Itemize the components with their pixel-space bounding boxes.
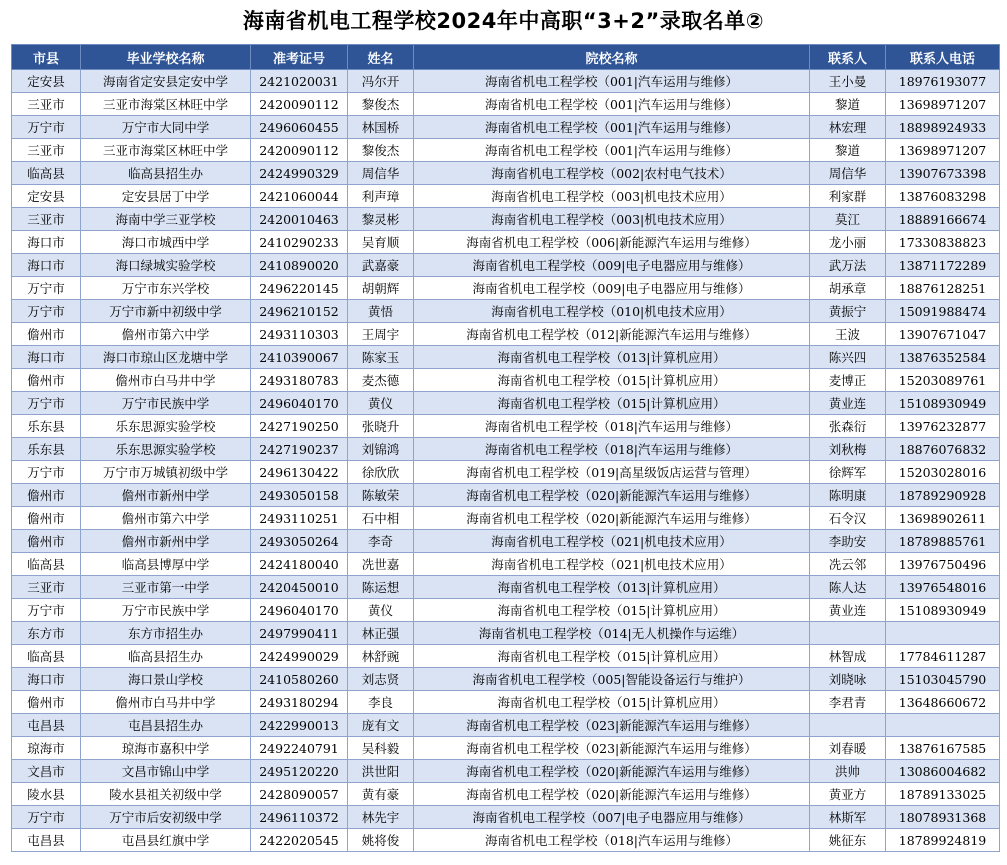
contact-cell: 胡承章 bbox=[810, 277, 886, 300]
city-cell: 儋州市 bbox=[12, 530, 81, 553]
student-name-cell: 石中相 bbox=[348, 507, 414, 530]
contact-cell: 黄业连 bbox=[810, 599, 886, 622]
phone-cell: 13871172289 bbox=[886, 254, 1000, 277]
school-cell: 海口绿城实验学校 bbox=[81, 254, 251, 277]
table-row bbox=[12, 760, 1000, 783]
contact-cell: 莫江 bbox=[810, 208, 886, 231]
school-cell: 三亚市海棠区林旺中学 bbox=[81, 139, 251, 162]
student-name-cell: 黎灵彬 bbox=[348, 208, 414, 231]
student-name-cell: 黄悟 bbox=[348, 300, 414, 323]
institution-cell: 海南省机电工程学校（018|汽车运用与维修） bbox=[414, 829, 810, 852]
contact-cell: 黎道 bbox=[810, 139, 886, 162]
table-header-row bbox=[12, 45, 1000, 70]
table-row bbox=[12, 415, 1000, 438]
table-row bbox=[12, 576, 1000, 599]
contact-cell: 徐辉军 bbox=[810, 461, 886, 484]
phone-cell: 15108930949 bbox=[886, 392, 1000, 415]
exam-number-cell: 2496040170 bbox=[251, 392, 348, 415]
column-header-city: 市县 bbox=[12, 45, 81, 70]
city-cell: 临高县 bbox=[12, 645, 81, 668]
student-name-cell: 刘志贤 bbox=[348, 668, 414, 691]
institution-cell: 海南省机电工程学校（014|无人机操作与运维） bbox=[414, 622, 810, 645]
school-cell: 临高县招生办 bbox=[81, 645, 251, 668]
phone-cell bbox=[886, 622, 1000, 645]
contact-cell: 张森衍 bbox=[810, 415, 886, 438]
student-name-cell: 黄仪 bbox=[348, 392, 414, 415]
city-cell: 琼海市 bbox=[12, 737, 81, 760]
institution-cell: 海南省机电工程学校（020|新能源汽车运用与维修） bbox=[414, 760, 810, 783]
contact-cell: 黎道 bbox=[810, 93, 886, 116]
school-cell: 海口市琼山区龙塘中学 bbox=[81, 346, 251, 369]
institution-cell: 海南省机电工程学校（010|机电技术应用） bbox=[414, 300, 810, 323]
city-cell: 三亚市 bbox=[12, 576, 81, 599]
exam-number-cell: 2496110372 bbox=[251, 806, 348, 829]
table-row bbox=[12, 668, 1000, 691]
phone-cell bbox=[886, 714, 1000, 737]
table-row bbox=[12, 116, 1000, 139]
student-name-cell: 洪世阳 bbox=[348, 760, 414, 783]
city-cell: 海口市 bbox=[12, 254, 81, 277]
school-cell: 屯昌县招生办 bbox=[81, 714, 251, 737]
table-body bbox=[12, 70, 1000, 852]
phone-cell: 13907673398 bbox=[886, 162, 1000, 185]
phone-cell: 13698971207 bbox=[886, 93, 1000, 116]
phone-cell: 15108930949 bbox=[886, 599, 1000, 622]
school-cell: 儋州市第六中学 bbox=[81, 323, 251, 346]
exam-number-cell: 2493180783 bbox=[251, 369, 348, 392]
contact-cell: 武万法 bbox=[810, 254, 886, 277]
school-cell: 临高县博厚中学 bbox=[81, 553, 251, 576]
student-name-cell: 庞有文 bbox=[348, 714, 414, 737]
student-name-cell: 黄有豪 bbox=[348, 783, 414, 806]
table-row bbox=[12, 438, 1000, 461]
school-cell: 万宁市后安初级中学 bbox=[81, 806, 251, 829]
student-name-cell: 冯尔开 bbox=[348, 70, 414, 93]
contact-cell: 石令汉 bbox=[810, 507, 886, 530]
institution-cell: 海南省机电工程学校（001|汽车运用与维修） bbox=[414, 93, 810, 116]
contact-cell: 王波 bbox=[810, 323, 886, 346]
student-name-cell: 林先宇 bbox=[348, 806, 414, 829]
exam-number-cell: 2420090112 bbox=[251, 93, 348, 116]
contact-cell: 陈明康 bbox=[810, 484, 886, 507]
school-cell: 三亚市第一中学 bbox=[81, 576, 251, 599]
exam-number-cell: 2493050158 bbox=[251, 484, 348, 507]
institution-cell: 海南省机电工程学校（003|机电技术应用） bbox=[414, 185, 810, 208]
contact-cell: 刘秋梅 bbox=[810, 438, 886, 461]
institution-cell: 海南省机电工程学校（002|农村电气技术） bbox=[414, 162, 810, 185]
city-cell: 万宁市 bbox=[12, 116, 81, 139]
city-cell: 屯昌县 bbox=[12, 829, 81, 852]
exam-number-cell: 2496130422 bbox=[251, 461, 348, 484]
city-cell: 儋州市 bbox=[12, 323, 81, 346]
student-name-cell: 胡朝辉 bbox=[348, 277, 414, 300]
contact-cell: 麦博正 bbox=[810, 369, 886, 392]
exam-number-cell: 2420090112 bbox=[251, 139, 348, 162]
table-row bbox=[12, 553, 1000, 576]
exam-number-cell: 2410390067 bbox=[251, 346, 348, 369]
institution-cell: 海南省机电工程学校（023|新能源汽车运用与维修） bbox=[414, 737, 810, 760]
contact-cell: 冼云邻 bbox=[810, 553, 886, 576]
exam-number-cell: 2495120220 bbox=[251, 760, 348, 783]
institution-cell: 海南省机电工程学校（023|新能源汽车运用与维修） bbox=[414, 714, 810, 737]
exam-number-cell: 2422020545 bbox=[251, 829, 348, 852]
school-cell: 乐东思源实验学校 bbox=[81, 415, 251, 438]
contact-cell: 黄振宁 bbox=[810, 300, 886, 323]
institution-cell: 海南省机电工程学校（003|机电技术应用） bbox=[414, 208, 810, 231]
exam-number-cell: 2496220145 bbox=[251, 277, 348, 300]
exam-number-cell: 2410580260 bbox=[251, 668, 348, 691]
school-cell: 儋州市白马井中学 bbox=[81, 691, 251, 714]
table-row bbox=[12, 530, 1000, 553]
table-row bbox=[12, 231, 1000, 254]
city-cell: 儋州市 bbox=[12, 484, 81, 507]
phone-cell: 18898924933 bbox=[886, 116, 1000, 139]
table-row bbox=[12, 645, 1000, 668]
table-row bbox=[12, 599, 1000, 622]
phone-cell: 17330838823 bbox=[886, 231, 1000, 254]
institution-cell: 海南省机电工程学校（001|汽车运用与维修） bbox=[414, 116, 810, 139]
table-row bbox=[12, 737, 1000, 760]
exam-number-cell: 2493110303 bbox=[251, 323, 348, 346]
contact-cell: 黄亚方 bbox=[810, 783, 886, 806]
table-row bbox=[12, 622, 1000, 645]
institution-cell: 海南省机电工程学校（015|计算机应用） bbox=[414, 369, 810, 392]
phone-cell: 18789133025 bbox=[886, 783, 1000, 806]
contact-cell: 李君青 bbox=[810, 691, 886, 714]
school-cell: 海口市城西中学 bbox=[81, 231, 251, 254]
phone-cell: 13976232877 bbox=[886, 415, 1000, 438]
city-cell: 陵水县 bbox=[12, 783, 81, 806]
phone-cell: 18876076832 bbox=[886, 438, 1000, 461]
contact-cell: 利家群 bbox=[810, 185, 886, 208]
column-header-school: 毕业学校名称 bbox=[81, 45, 251, 70]
table-row bbox=[12, 300, 1000, 323]
school-cell: 万宁市民族中学 bbox=[81, 599, 251, 622]
table-row bbox=[12, 714, 1000, 737]
table-row bbox=[12, 507, 1000, 530]
institution-cell: 海南省机电工程学校（021|机电技术应用） bbox=[414, 530, 810, 553]
student-name-cell: 吴科毅 bbox=[348, 737, 414, 760]
phone-cell: 18789924819 bbox=[886, 829, 1000, 852]
school-cell: 三亚市海棠区林旺中学 bbox=[81, 93, 251, 116]
admission-table bbox=[11, 44, 1000, 852]
exam-number-cell: 2422990013 bbox=[251, 714, 348, 737]
city-cell: 三亚市 bbox=[12, 208, 81, 231]
table-row bbox=[12, 392, 1000, 415]
exam-number-cell: 2410290233 bbox=[251, 231, 348, 254]
exam-number-cell: 2493050264 bbox=[251, 530, 348, 553]
table-row bbox=[12, 323, 1000, 346]
school-cell: 琼海市嘉积中学 bbox=[81, 737, 251, 760]
table-row bbox=[12, 484, 1000, 507]
column-header-phone: 联系人电话 bbox=[886, 45, 1000, 70]
school-cell: 屯昌县红旗中学 bbox=[81, 829, 251, 852]
column-header-name: 姓名 bbox=[348, 45, 414, 70]
city-cell: 万宁市 bbox=[12, 277, 81, 300]
phone-cell: 17784611287 bbox=[886, 645, 1000, 668]
city-cell: 定安县 bbox=[12, 185, 81, 208]
school-cell: 儋州市新州中学 bbox=[81, 484, 251, 507]
contact-cell bbox=[810, 714, 886, 737]
school-cell: 万宁市大同中学 bbox=[81, 116, 251, 139]
institution-cell: 海南省机电工程学校（013|计算机应用） bbox=[414, 346, 810, 369]
city-cell: 海口市 bbox=[12, 668, 81, 691]
school-cell: 儋州市白马井中学 bbox=[81, 369, 251, 392]
city-cell: 定安县 bbox=[12, 70, 81, 93]
phone-cell: 15203028016 bbox=[886, 461, 1000, 484]
institution-cell: 海南省机电工程学校（020|新能源汽车运用与维修） bbox=[414, 783, 810, 806]
school-cell: 海口景山学校 bbox=[81, 668, 251, 691]
school-cell: 乐东思源实验学校 bbox=[81, 438, 251, 461]
student-name-cell: 张晓升 bbox=[348, 415, 414, 438]
city-cell: 临高县 bbox=[12, 553, 81, 576]
exam-number-cell: 2493110251 bbox=[251, 507, 348, 530]
exam-number-cell: 2496040170 bbox=[251, 599, 348, 622]
student-name-cell: 王周宇 bbox=[348, 323, 414, 346]
contact-cell: 林智成 bbox=[810, 645, 886, 668]
table-row bbox=[12, 139, 1000, 162]
exam-number-cell: 2493180294 bbox=[251, 691, 348, 714]
student-name-cell: 李奇 bbox=[348, 530, 414, 553]
exam-number-cell: 2496210152 bbox=[251, 300, 348, 323]
phone-cell: 18889166674 bbox=[886, 208, 1000, 231]
institution-cell: 海南省机电工程学校（015|计算机应用） bbox=[414, 645, 810, 668]
table-row bbox=[12, 162, 1000, 185]
exam-number-cell: 2427190250 bbox=[251, 415, 348, 438]
phone-cell: 15103045790 bbox=[886, 668, 1000, 691]
city-cell: 临高县 bbox=[12, 162, 81, 185]
table-row bbox=[12, 346, 1000, 369]
contact-cell: 刘晓咏 bbox=[810, 668, 886, 691]
exam-number-cell: 2421060044 bbox=[251, 185, 348, 208]
contact-cell: 姚征东 bbox=[810, 829, 886, 852]
institution-cell: 海南省机电工程学校（019|高星级饭店运营与管理） bbox=[414, 461, 810, 484]
phone-cell: 13907671047 bbox=[886, 323, 1000, 346]
city-cell: 文昌市 bbox=[12, 760, 81, 783]
school-cell: 陵水县祖关初级中学 bbox=[81, 783, 251, 806]
student-name-cell: 陈家玉 bbox=[348, 346, 414, 369]
institution-cell: 海南省机电工程学校（018|汽车运用与维修） bbox=[414, 415, 810, 438]
column-header-contact: 联系人 bbox=[810, 45, 886, 70]
institution-cell: 海南省机电工程学校（020|新能源汽车运用与维修） bbox=[414, 484, 810, 507]
city-cell: 万宁市 bbox=[12, 806, 81, 829]
student-name-cell: 冼世嘉 bbox=[348, 553, 414, 576]
student-name-cell: 周信华 bbox=[348, 162, 414, 185]
exam-number-cell: 2497990411 bbox=[251, 622, 348, 645]
contact-cell: 陈人达 bbox=[810, 576, 886, 599]
city-cell: 乐东县 bbox=[12, 438, 81, 461]
phone-cell: 18876128251 bbox=[886, 277, 1000, 300]
student-name-cell: 徐欣欣 bbox=[348, 461, 414, 484]
school-cell: 儋州市新州中学 bbox=[81, 530, 251, 553]
phone-cell: 13976548016 bbox=[886, 576, 1000, 599]
institution-cell: 海南省机电工程学校（001|汽车运用与维修） bbox=[414, 70, 810, 93]
city-cell: 海口市 bbox=[12, 346, 81, 369]
table-row bbox=[12, 70, 1000, 93]
table-row bbox=[12, 254, 1000, 277]
school-cell: 海南中学三亚学校 bbox=[81, 208, 251, 231]
school-cell: 万宁市东兴学校 bbox=[81, 277, 251, 300]
school-cell: 万宁市民族中学 bbox=[81, 392, 251, 415]
city-cell: 万宁市 bbox=[12, 599, 81, 622]
student-name-cell: 黎俊杰 bbox=[348, 139, 414, 162]
phone-cell: 13876083298 bbox=[886, 185, 1000, 208]
phone-cell: 13086004682 bbox=[886, 760, 1000, 783]
school-cell: 万宁市万城镇初级中学 bbox=[81, 461, 251, 484]
contact-cell: 陈兴四 bbox=[810, 346, 886, 369]
phone-cell: 15091988474 bbox=[886, 300, 1000, 323]
city-cell: 万宁市 bbox=[12, 392, 81, 415]
student-name-cell: 利声璋 bbox=[348, 185, 414, 208]
phone-cell: 13698971207 bbox=[886, 139, 1000, 162]
phone-cell: 13648660672 bbox=[886, 691, 1000, 714]
student-name-cell: 武嘉豪 bbox=[348, 254, 414, 277]
city-cell: 三亚市 bbox=[12, 93, 81, 116]
institution-cell: 海南省机电工程学校（006|新能源汽车运用与维修） bbox=[414, 231, 810, 254]
column-header-institution: 院校名称 bbox=[414, 45, 810, 70]
school-cell: 万宁市新中初级中学 bbox=[81, 300, 251, 323]
table-row bbox=[12, 461, 1000, 484]
table-row bbox=[12, 783, 1000, 806]
contact-cell: 刘春暖 bbox=[810, 737, 886, 760]
phone-cell: 18789290928 bbox=[886, 484, 1000, 507]
contact-cell: 林斯军 bbox=[810, 806, 886, 829]
institution-cell: 海南省机电工程学校（013|计算机应用） bbox=[414, 576, 810, 599]
city-cell: 屯昌县 bbox=[12, 714, 81, 737]
contact-cell: 李助安 bbox=[810, 530, 886, 553]
city-cell: 乐东县 bbox=[12, 415, 81, 438]
school-cell: 定安县居丁中学 bbox=[81, 185, 251, 208]
exam-number-cell: 2424990329 bbox=[251, 162, 348, 185]
phone-cell: 13698902611 bbox=[886, 507, 1000, 530]
phone-cell: 15203089761 bbox=[886, 369, 1000, 392]
table-row bbox=[12, 93, 1000, 116]
exam-number-cell: 2420010463 bbox=[251, 208, 348, 231]
school-cell: 儋州市第六中学 bbox=[81, 507, 251, 530]
city-cell: 儋州市 bbox=[12, 507, 81, 530]
exam-number-cell: 2492240791 bbox=[251, 737, 348, 760]
exam-number-cell: 2428090057 bbox=[251, 783, 348, 806]
student-name-cell: 吴育顺 bbox=[348, 231, 414, 254]
student-name-cell: 刘锦鸿 bbox=[348, 438, 414, 461]
institution-cell: 海南省机电工程学校（015|计算机应用） bbox=[414, 392, 810, 415]
institution-cell: 海南省机电工程学校（009|电子电器应用与维修） bbox=[414, 254, 810, 277]
student-name-cell: 李良 bbox=[348, 691, 414, 714]
page-title: 海南省机电工程学校2024年中高职“3+2”录取名单② bbox=[242, 9, 765, 33]
phone-cell: 13876352584 bbox=[886, 346, 1000, 369]
student-name-cell: 黎俊杰 bbox=[348, 93, 414, 116]
phone-cell: 18789885761 bbox=[886, 530, 1000, 553]
institution-cell: 海南省机电工程学校（015|计算机应用） bbox=[414, 691, 810, 714]
contact-cell: 洪帅 bbox=[810, 760, 886, 783]
student-name-cell: 黄仪 bbox=[348, 599, 414, 622]
student-name-cell: 陈敏荣 bbox=[348, 484, 414, 507]
contact-cell: 王小曼 bbox=[810, 70, 886, 93]
student-name-cell: 林国桥 bbox=[348, 116, 414, 139]
phone-cell: 13876167585 bbox=[886, 737, 1000, 760]
city-cell: 东方市 bbox=[12, 622, 81, 645]
phone-cell: 18078931368 bbox=[886, 806, 1000, 829]
exam-number-cell: 2421020031 bbox=[251, 70, 348, 93]
phone-cell: 18976193077 bbox=[886, 70, 1000, 93]
table-row bbox=[12, 277, 1000, 300]
institution-cell: 海南省机电工程学校（020|新能源汽车运用与维修） bbox=[414, 507, 810, 530]
contact-cell: 龙小丽 bbox=[810, 231, 886, 254]
student-name-cell: 林舒豌 bbox=[348, 645, 414, 668]
table-row bbox=[12, 806, 1000, 829]
institution-cell: 海南省机电工程学校（021|机电技术应用） bbox=[414, 553, 810, 576]
contact-cell: 黄业连 bbox=[810, 392, 886, 415]
exam-number-cell: 2427190237 bbox=[251, 438, 348, 461]
student-name-cell: 姚将俊 bbox=[348, 829, 414, 852]
school-cell: 东方市招生办 bbox=[81, 622, 251, 645]
city-cell: 海口市 bbox=[12, 231, 81, 254]
school-cell: 文昌市锦山中学 bbox=[81, 760, 251, 783]
student-name-cell: 林正强 bbox=[348, 622, 414, 645]
column-header-exam-number: 准考证号 bbox=[251, 45, 348, 70]
contact-cell bbox=[810, 622, 886, 645]
city-cell: 三亚市 bbox=[12, 139, 81, 162]
institution-cell: 海南省机电工程学校（007|电子电器应用与维修） bbox=[414, 806, 810, 829]
institution-cell: 海南省机电工程学校（012|新能源汽车运用与维修） bbox=[414, 323, 810, 346]
institution-cell: 海南省机电工程学校（005|智能设备运行与维护） bbox=[414, 668, 810, 691]
exam-number-cell: 2424180040 bbox=[251, 553, 348, 576]
city-cell: 儋州市 bbox=[12, 369, 81, 392]
school-cell: 海南省定安县定安中学 bbox=[81, 70, 251, 93]
exam-number-cell: 2410890020 bbox=[251, 254, 348, 277]
table-row bbox=[12, 185, 1000, 208]
institution-cell: 海南省机电工程学校（018|汽车运用与维修） bbox=[414, 438, 810, 461]
institution-cell: 海南省机电工程学校（001|汽车运用与维修） bbox=[414, 139, 810, 162]
table-row bbox=[12, 829, 1000, 852]
city-cell: 万宁市 bbox=[12, 300, 81, 323]
phone-cell: 13976750496 bbox=[886, 553, 1000, 576]
city-cell: 万宁市 bbox=[12, 461, 81, 484]
city-cell: 儋州市 bbox=[12, 691, 81, 714]
exam-number-cell: 2420450010 bbox=[251, 576, 348, 599]
school-cell: 临高县招生办 bbox=[81, 162, 251, 185]
exam-number-cell: 2424990029 bbox=[251, 645, 348, 668]
contact-cell: 林宏理 bbox=[810, 116, 886, 139]
table-row bbox=[12, 691, 1000, 714]
student-name-cell: 麦杰德 bbox=[348, 369, 414, 392]
contact-cell: 周信华 bbox=[810, 162, 886, 185]
table-row bbox=[12, 369, 1000, 392]
student-name-cell: 陈运想 bbox=[348, 576, 414, 599]
institution-cell: 海南省机电工程学校（009|电子电器应用与维修） bbox=[414, 277, 810, 300]
institution-cell: 海南省机电工程学校（015|计算机应用） bbox=[414, 599, 810, 622]
table-row bbox=[12, 208, 1000, 231]
exam-number-cell: 2496060455 bbox=[251, 116, 348, 139]
